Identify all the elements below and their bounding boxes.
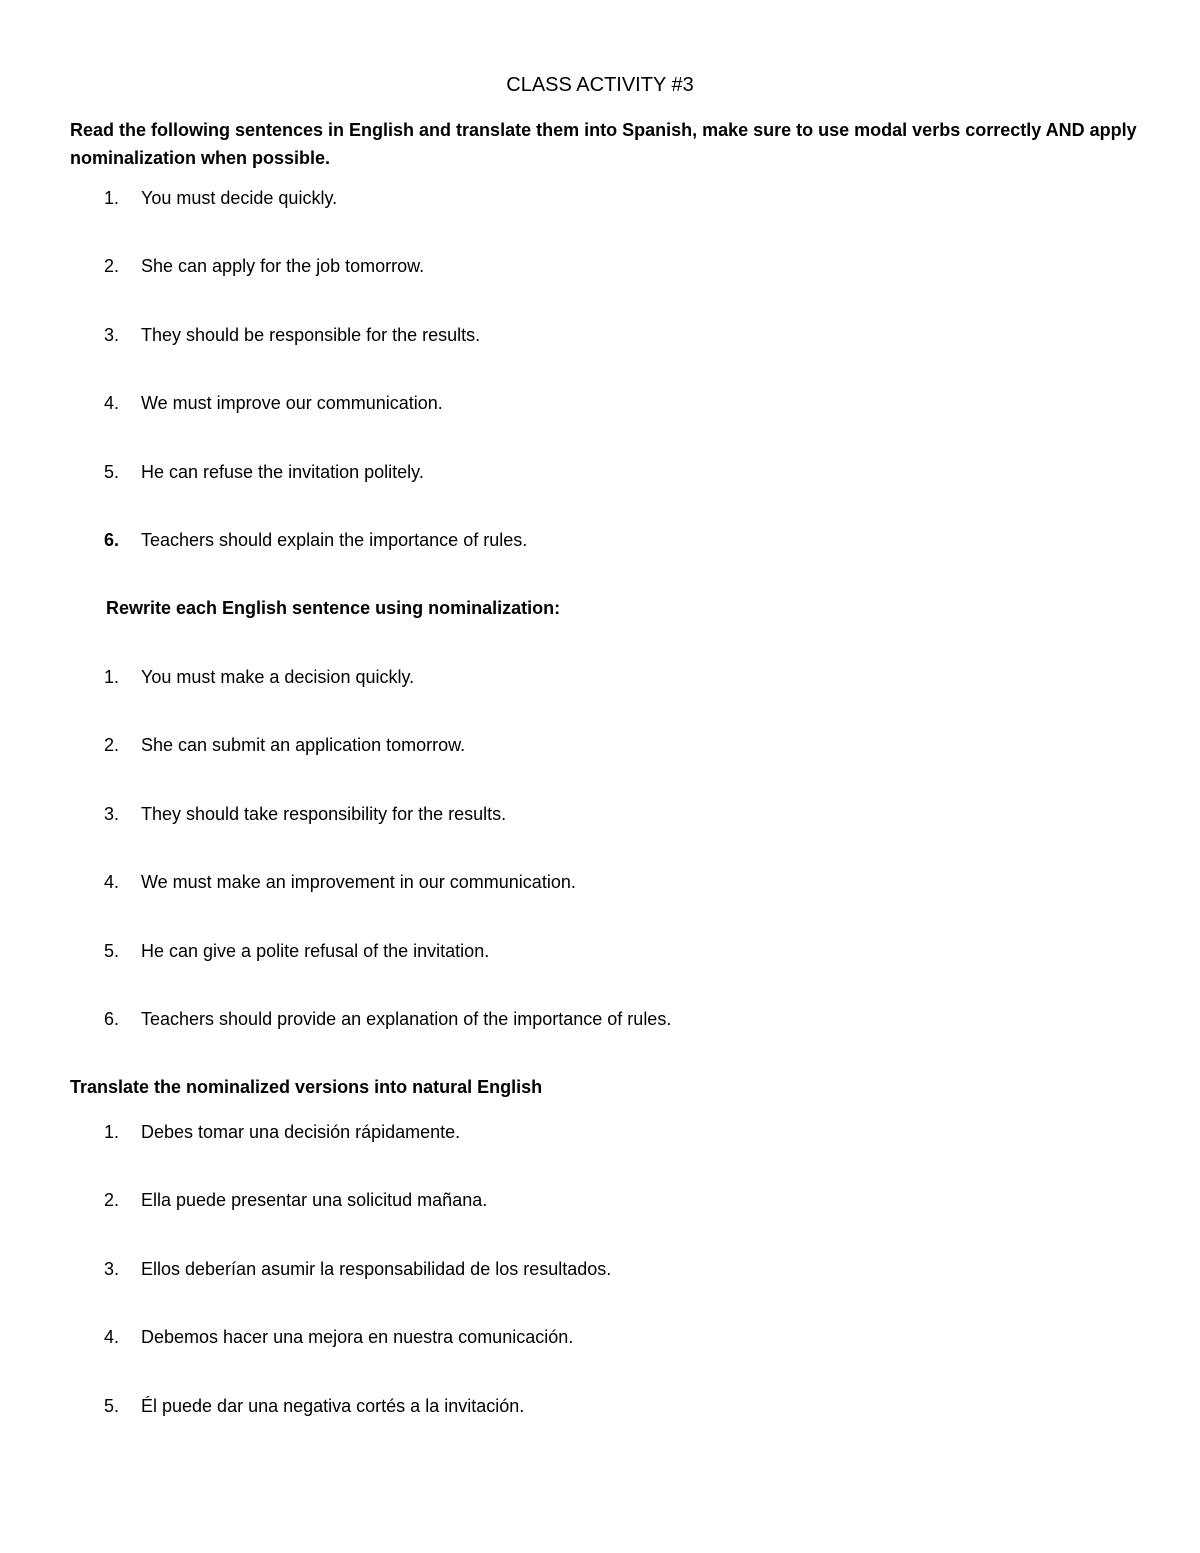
item-text: She can apply for the job tomorrow. [141,256,425,277]
item-text: We must make an improvement in our communication. [141,872,576,893]
section-1-list [104,185,1104,595]
item-number: 5. [104,940,120,961]
list-item [104,1256,1104,1324]
list-item [104,664,1104,732]
item-number: 1. [104,1122,120,1142]
item-text: Debes tomar una decisión rápidamente. [141,1122,461,1142]
page-title: CLASS ACTIVITY #3 [506,74,694,96]
item-number: 1. [104,667,120,687]
item-text: They should take responsibility for the results. [141,803,507,824]
list-item [104,1324,1104,1392]
list-item [104,459,1104,527]
item-number: 3. [104,1258,120,1279]
item-number: 3. [104,324,120,345]
item-number: 1. [104,188,120,208]
list-item [104,322,1104,390]
item-number: 4. [104,872,120,893]
item-text: He can give a polite refusal of the invitation. [141,940,490,961]
item-number: 6. [104,1008,120,1029]
list-item [104,732,1104,800]
item-text: Teachers should explain the importance of rules. [141,529,528,550]
item-number: 4. [104,1327,120,1348]
section-2-list [104,664,1104,1074]
item-number: 5. [104,461,120,482]
item-text: Ella puede presentar una solicitud mañana. [141,1190,488,1211]
item-number: 6. [104,529,120,550]
item-text: Él puede dar una negativa cortés a la invitación. [141,1395,525,1416]
item-text: Ellos deberían asumir la responsabilidad de los resultados. [141,1258,612,1279]
item-text: Debemos hacer una mejora en nuestra comunicación. [141,1327,574,1348]
item-number: 2. [104,735,120,756]
list-item [104,527,1104,595]
section-2-instruction: Rewrite each English sentence using nominalization: [106,598,561,618]
item-number: 2. [104,256,120,277]
item-text: We must improve our communication. [141,393,443,414]
list-item [104,390,1104,458]
list-item [104,869,1104,937]
section-3-instruction: Translate the nominalized versions into natural English [70,1077,543,1097]
list-item [104,253,1104,321]
item-number: 2. [104,1190,120,1211]
list-item [104,1006,1104,1074]
list-item [104,1119,1104,1187]
item-number: 3. [104,803,120,824]
item-number: 5. [104,1395,120,1416]
section-3-list [104,1119,1104,1461]
list-item [104,1393,1104,1461]
list-item [104,938,1104,1006]
item-text: You must decide quickly. [141,188,338,208]
list-item [104,1187,1104,1255]
item-text: You must make a decision quickly. [141,667,415,687]
list-item [104,185,1104,253]
item-text: She can submit an application tomorrow. [141,735,466,756]
item-number: 4. [104,393,120,414]
item-text: Teachers should provide an explanation of the importance of rules. [141,1008,672,1029]
item-text: They should be responsible for the results. [141,324,481,345]
item-text: He can refuse the invitation politely. [141,461,424,482]
list-item [104,801,1104,869]
section-1-instruction: Read the following sentences in English and translate them into Spanish, make sure to use modal verbs correctly AND apply nominalization when possible. [70,120,1137,168]
